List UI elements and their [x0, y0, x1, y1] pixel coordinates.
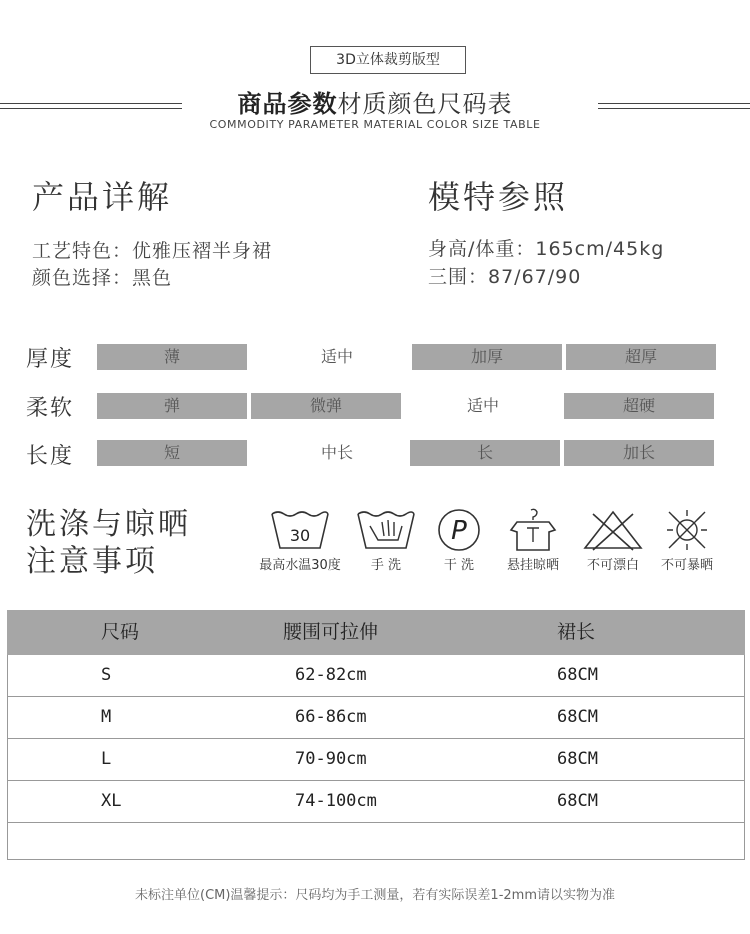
table-cell: 68CM — [557, 707, 598, 727]
model-heading: 模特参照 — [428, 178, 569, 216]
model-measurements: 三围：87/67/90 — [428, 266, 582, 288]
table-cell: L — [101, 749, 112, 769]
footnote: 未标注单位(CM)温馨提示：尺码均为手工测量，若有实际误差1-2mm请以实物为准 — [135, 888, 615, 903]
table-row — [7, 739, 745, 781]
washing-title — [26, 506, 191, 580]
wash-label: 最高水温30度 — [259, 558, 341, 573]
hand-wash-icon — [354, 508, 418, 552]
washing-title-line2: 注意事项 — [26, 544, 158, 579]
wash-item — [424, 508, 494, 573]
attr-option: 超厚 — [566, 344, 716, 370]
table-row — [7, 697, 745, 739]
attr-option: 弹 — [97, 393, 247, 419]
no-bleach-icon — [581, 508, 645, 552]
attr-label-softness: 柔软 — [26, 396, 75, 421]
product-heading: 产品详解 — [32, 178, 173, 216]
wash-item — [578, 508, 648, 573]
table-header-waist: 腰围可拉伸 — [283, 621, 379, 643]
wash-item — [652, 508, 722, 573]
attr-option: 微弹 — [251, 393, 401, 419]
table-cell: M — [101, 707, 112, 727]
table-header-length: 裙长 — [557, 621, 596, 643]
attr-option: 加长 — [564, 440, 714, 466]
attr-option: 适中 — [320, 347, 353, 366]
table-cell: XL — [101, 791, 122, 811]
table-cell: 70-90cm — [295, 749, 367, 769]
table-row — [7, 781, 745, 823]
hang-dry-icon — [501, 508, 565, 552]
attr-option: 中长 — [320, 443, 353, 462]
page-title-rest: 材质颜色尺码表 — [337, 90, 513, 118]
washtub-30-icon — [268, 508, 332, 552]
product-color: 颜色选择：黑色 — [32, 267, 173, 289]
table-cell: 66-86cm — [295, 707, 367, 727]
table-cell: S — [101, 665, 112, 685]
version-tag: 3D立体裁剪版型 — [310, 46, 466, 74]
wash-label: 不可漂白 — [586, 558, 639, 573]
attr-option: 薄 — [97, 344, 247, 370]
table-cell: 74-100cm — [295, 791, 377, 811]
page-subtitle: COMMODITY PARAMETER MATERIAL COLOR SIZE TABLE — [209, 118, 541, 131]
svg-text:P: P — [451, 516, 467, 546]
page-title-bold: 商品参数 — [237, 90, 338, 118]
table-cell: 68CM — [557, 749, 598, 769]
model-height-weight: 身高/体重：165cm/45kg — [428, 238, 665, 260]
wash-item — [351, 508, 421, 573]
wash-item — [250, 508, 350, 573]
product-craft: 工艺特色：优雅压褶半身裙 — [32, 240, 273, 262]
no-sun-icon — [655, 508, 719, 552]
attr-option: 加厚 — [412, 344, 562, 370]
table-cell: 68CM — [557, 791, 598, 811]
wash-item — [498, 508, 568, 573]
dry-clean-p-icon — [427, 508, 491, 552]
washing-title-line1: 洗涤与晾晒 — [26, 507, 191, 542]
wash-temp-text: 30 — [289, 526, 311, 545]
attr-label-thickness: 厚度 — [26, 347, 75, 372]
attr-option: 短 — [97, 440, 247, 466]
wash-label: 不可暴晒 — [660, 558, 713, 573]
attr-option: 长 — [410, 440, 560, 466]
wash-label: 悬挂晾晒 — [506, 558, 559, 573]
table-cell: 62-82cm — [295, 665, 367, 685]
page-title — [0, 84, 750, 119]
table-header-size: 尺码 — [101, 621, 140, 643]
attr-option: 超硬 — [564, 393, 714, 419]
attr-label-length: 长度 — [26, 444, 75, 469]
attr-option: 适中 — [466, 396, 499, 415]
size-table-header — [7, 610, 745, 655]
wash-label: 手 洗 — [370, 558, 402, 573]
table-cell: 68CM — [557, 665, 598, 685]
wash-label: 干 洗 — [443, 558, 475, 573]
table-row — [7, 655, 745, 697]
